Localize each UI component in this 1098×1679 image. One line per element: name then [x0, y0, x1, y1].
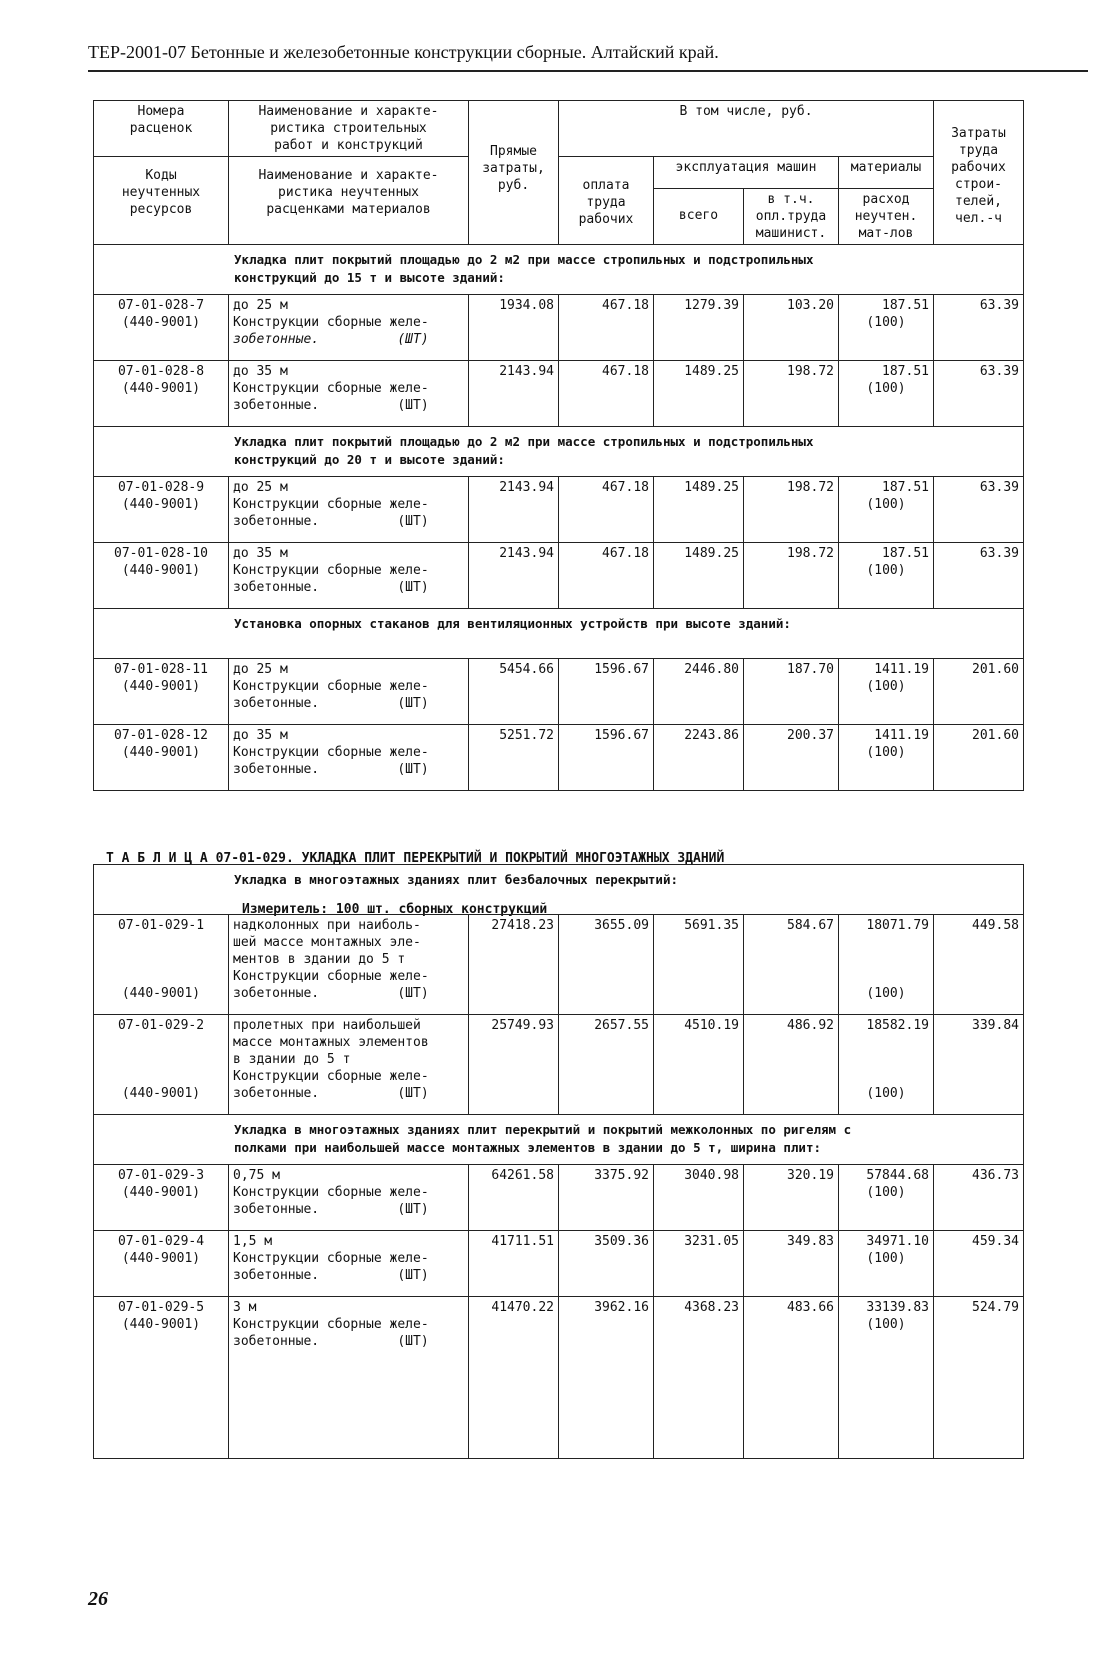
wages-cell: 467.18 [559, 295, 654, 361]
rate-code-cell [94, 915, 229, 1015]
header-line: телей, [955, 194, 1002, 209]
rate-code-cell [94, 1297, 229, 1459]
labor-cell: 459.34 [934, 1231, 1024, 1297]
name-line: ментов в здании до 5 т [233, 952, 406, 967]
resource-code: (440-9001) [121, 1317, 201, 1332]
name-line: Конструкции сборные желе- [233, 969, 429, 984]
name-line: до 35 м [233, 728, 288, 743]
materials-cell [839, 361, 934, 427]
machines-cell: 2446.80 [654, 659, 744, 725]
resource-code: (440-9001) [121, 497, 201, 512]
materials-cell [839, 543, 934, 609]
header-line: рабочих [578, 212, 634, 227]
rate-code: 07-01-029-4 [117, 1234, 205, 1249]
rate-code: 07-01-028-12 [114, 728, 208, 743]
table-body [94, 865, 1024, 1459]
header-line: расход [862, 192, 910, 207]
section-title-line: Укладка в многоэтажных зданиях плит безбалочных перекрытий: [234, 872, 679, 887]
rate-code-cell [94, 361, 229, 427]
material-quantity: (100) [866, 1251, 906, 1266]
header-line: труда [586, 195, 626, 210]
rate-code: 07-01-028-7 [117, 298, 205, 313]
material-quantity: (100) [866, 1317, 906, 1332]
operator-wages-cell: 198.72 [744, 361, 839, 427]
wages-cell: 3655.09 [559, 915, 654, 1015]
machines-cell: 1279.39 [654, 295, 744, 361]
rate-code-cell [94, 295, 229, 361]
name-line: зобетонные. (ШТ) [233, 1086, 429, 1101]
header-line: Прямые [490, 144, 537, 159]
direct-costs-cell: 27418.23 [469, 915, 559, 1015]
table-body [94, 245, 1024, 791]
table-row [94, 915, 1024, 1015]
name-line: до 35 м [233, 364, 288, 379]
header-materials: материалы [839, 157, 934, 189]
machines-cell: 1489.25 [654, 361, 744, 427]
rate-code: 07-01-029-5 [117, 1300, 205, 1315]
materials-value: 1411.19 [874, 728, 929, 743]
direct-costs-cell: 5251.72 [469, 725, 559, 791]
table-row [94, 1165, 1024, 1231]
header-line: строи- [955, 177, 1002, 192]
material-quantity: (100) [866, 497, 906, 512]
header-line: Затраты [951, 126, 1006, 141]
resource-code: (440-9001) [121, 1251, 201, 1266]
name-line: Конструкции сборные желе- [233, 315, 429, 330]
operator-wages-cell: 187.70 [744, 659, 839, 725]
materials-value: 187.51 [882, 298, 929, 313]
header-line: работ и конструкций [274, 138, 423, 153]
header-line: Наименование и характе- [258, 104, 439, 119]
materials-cell [839, 659, 934, 725]
materials-cell [839, 1015, 934, 1115]
operator-wages-cell: 486.92 [744, 1015, 839, 1115]
name-line: Конструкции сборные желе- [233, 1317, 429, 1332]
machines-cell: 4510.19 [654, 1015, 744, 1115]
direct-costs-cell: 2143.94 [469, 543, 559, 609]
labor-cell: 449.58 [934, 915, 1024, 1015]
table-row [94, 1015, 1024, 1115]
name-line: Конструкции сборные желе- [233, 1185, 429, 1200]
section-title-line: полками при наибольшей массе монтажных элементов в здании до 5 т, ширина плит: [234, 1140, 821, 1155]
labor-cell: 339.84 [934, 1015, 1024, 1115]
section-title-line: Укладка плит покрытий площадью до 2 м2 при массе стропильных и подстропильных [234, 252, 814, 267]
name-line: зобетонные. (ШТ) [233, 398, 429, 413]
header-line: ресурсов [129, 202, 193, 217]
materials-cell [839, 915, 934, 1015]
resource-code: (440-9001) [121, 986, 201, 1001]
materials-cell [839, 295, 934, 361]
work-name-cell [229, 1165, 469, 1231]
header-line: руб. [497, 178, 530, 193]
header-line: в т.ч. [767, 192, 815, 207]
machines-cell: 1489.25 [654, 543, 744, 609]
section-title-line: Установка опорных стаканов для вентиляционных устройств при высоте зданий: [234, 616, 791, 631]
materials-value: 33139.83 [866, 1300, 929, 1315]
materials-value: 1411.19 [874, 662, 929, 677]
table-row [94, 1231, 1024, 1297]
materials-cell [839, 1297, 934, 1459]
name-line: зобетонные. (ШТ) [233, 580, 429, 595]
direct-costs-cell: 2143.94 [469, 361, 559, 427]
table-header [94, 101, 1024, 245]
direct-costs-cell: 41470.22 [469, 1297, 559, 1459]
wages-cell: 1596.67 [559, 659, 654, 725]
rates-table-028 [93, 100, 1024, 791]
table-row [94, 1297, 1024, 1459]
materials-cell [839, 1231, 934, 1297]
operator-wages-cell: 483.66 [744, 1297, 839, 1459]
section-title-line: конструкций до 15 т и высоте зданий: [234, 270, 505, 285]
header-line: Номера [137, 104, 185, 119]
machines-cell: 4368.23 [654, 1297, 744, 1459]
header-resource-codes [94, 157, 229, 245]
name-line: Конструкции сборные желе- [233, 679, 429, 694]
work-name-cell [229, 1297, 469, 1459]
name-line: зобетонные. (ШТ) [233, 514, 429, 529]
name-line: зобетонные. (ШТ) [233, 1268, 429, 1283]
direct-costs-cell: 25749.93 [469, 1015, 559, 1115]
rate-code: 07-01-028-8 [117, 364, 205, 379]
name-line: пролетных при наибольшей [233, 1018, 421, 1033]
name-line: надколонных при наиболь- [233, 918, 421, 933]
resource-code: (440-9001) [121, 679, 201, 694]
name-line: до 25 м [233, 662, 288, 677]
table-row [94, 295, 1024, 361]
table-row [94, 725, 1024, 791]
table-row [94, 477, 1024, 543]
name-line: 1,5 м [233, 1234, 273, 1249]
material-quantity: (100) [866, 679, 906, 694]
header-operator-wages [744, 189, 839, 245]
machines-cell: 2243.86 [654, 725, 744, 791]
section-title [94, 427, 1024, 477]
materials-value: 18071.79 [866, 918, 929, 933]
materials-value: 34971.10 [866, 1234, 929, 1249]
page-number: 26 [88, 1588, 108, 1610]
name-line: Конструкции сборные желе- [233, 745, 429, 760]
header-line: чел.-ч [955, 211, 1002, 226]
name-line: зобетонные. (ШТ) [233, 696, 429, 711]
material-quantity: (100) [866, 745, 906, 760]
work-name-cell [229, 361, 469, 427]
header-direct-costs [469, 101, 559, 245]
header-material-use [839, 189, 934, 245]
machines-cell: 3231.05 [654, 1231, 744, 1297]
wages-cell: 467.18 [559, 361, 654, 427]
name-line: в здании до 5 т [233, 1052, 351, 1067]
header-line: затраты, [482, 161, 545, 176]
header-wages [559, 157, 654, 245]
material-quantity: (100) [866, 381, 906, 396]
header-line: машинист. [755, 226, 827, 241]
direct-costs-cell: 41711.51 [469, 1231, 559, 1297]
wages-cell: 467.18 [559, 477, 654, 543]
name-line: зобетонные. (ШТ) [233, 1202, 429, 1217]
work-name-cell [229, 477, 469, 543]
rate-code-cell [94, 543, 229, 609]
rate-code-cell [94, 1231, 229, 1297]
material-quantity: (100) [866, 986, 906, 1001]
resource-code: (440-9001) [121, 315, 201, 330]
rate-code: 07-01-029-3 [117, 1168, 205, 1183]
rate-code: 07-01-028-10 [114, 546, 208, 561]
rates-table-029 [93, 864, 1024, 1459]
header-line: расценками материалов [266, 202, 431, 217]
section-title-line: Укладка в многоэтажных зданиях плит перекрытий и покрытий межколонных по ригелям с [234, 1122, 852, 1137]
operator-wages-cell: 320.19 [744, 1165, 839, 1231]
name-line: до 25 м [233, 298, 288, 313]
header-rate-number [94, 101, 229, 157]
wages-cell: 1596.67 [559, 725, 654, 791]
header-line: неучтенных [121, 185, 201, 200]
labor-cell: 201.60 [934, 659, 1024, 725]
materials-value: 187.51 [882, 364, 929, 379]
rate-code: 07-01-028-11 [114, 662, 208, 677]
materials-cell [839, 1165, 934, 1231]
materials-cell [839, 725, 934, 791]
resource-code: (440-9001) [121, 1185, 201, 1200]
machines-cell: 1489.25 [654, 477, 744, 543]
work-name-cell [229, 543, 469, 609]
materials-value: 18582.19 [866, 1018, 929, 1033]
header-machines-total: всего [654, 189, 744, 245]
rate-code-cell [94, 1165, 229, 1231]
table-row [94, 659, 1024, 725]
direct-costs-cell: 1934.08 [469, 295, 559, 361]
work-name-cell [229, 295, 469, 361]
header-line: неучтен. [854, 209, 918, 224]
resource-code: (440-9001) [121, 563, 201, 578]
operator-wages-cell: 198.72 [744, 477, 839, 543]
name-line: до 25 м [233, 480, 288, 495]
section-title [94, 245, 1024, 295]
resource-code: (440-9001) [121, 745, 201, 760]
material-quantity: (100) [866, 315, 906, 330]
rate-code: 07-01-028-9 [117, 480, 205, 495]
table-row [94, 543, 1024, 609]
rate-code: 07-01-029-2 [117, 1018, 205, 1033]
rate-code-cell [94, 1015, 229, 1115]
section-title-line: Укладка плит покрытий площадью до 2 м2 при массе стропильных и подстропильных [234, 434, 814, 449]
header-line: Наименование и характе- [258, 168, 439, 183]
header-work-name [229, 101, 469, 157]
name-line: Конструкции сборные желе- [233, 381, 429, 396]
header-machines: эксплуатация машин [654, 157, 839, 189]
name-line: Конструкции сборные желе- [233, 1251, 429, 1266]
materials-cell [839, 477, 934, 543]
work-name-cell [229, 725, 469, 791]
header-labor [934, 101, 1024, 245]
operator-wages-cell: 198.72 [744, 543, 839, 609]
work-name-cell [229, 659, 469, 725]
labor-cell: 63.39 [934, 477, 1024, 543]
header-line: ристика строительных [270, 121, 427, 136]
name-line: зобетонные. (ШТ) [233, 332, 429, 347]
rate-code-cell [94, 725, 229, 791]
operator-wages-cell: 584.67 [744, 915, 839, 1015]
name-line: зобетонные. (ШТ) [233, 1334, 429, 1349]
section-title [94, 1115, 1024, 1165]
rate-code-cell [94, 477, 229, 543]
resource-code: (440-9001) [121, 1086, 201, 1101]
material-quantity: (100) [866, 1086, 906, 1101]
labor-cell: 436.73 [934, 1165, 1024, 1231]
operator-wages-cell: 349.83 [744, 1231, 839, 1297]
work-name-cell [229, 915, 469, 1015]
labor-cell: 201.60 [934, 725, 1024, 791]
name-line: до 35 м [233, 546, 288, 561]
name-line: зобетонные. (ШТ) [233, 986, 429, 1001]
name-line: Конструкции сборные желе- [233, 497, 429, 512]
header-material-name [229, 157, 469, 245]
work-name-cell [229, 1231, 469, 1297]
wages-cell: 3375.92 [559, 1165, 654, 1231]
labor-cell: 63.39 [934, 295, 1024, 361]
header-line: опл.труда [755, 209, 827, 224]
section-title [94, 609, 1024, 659]
name-line: 0,75 м [233, 1168, 280, 1183]
running-head: ТЕР-2001-07 Бетонные и железобетонные конструкции сборные. Алтайский край. [88, 42, 719, 62]
machines-cell: 5691.35 [654, 915, 744, 1015]
labor-cell: 524.79 [934, 1297, 1024, 1459]
header-line: ристика неучтенных [278, 185, 419, 200]
operator-wages-cell: 103.20 [744, 295, 839, 361]
labor-cell: 63.39 [934, 543, 1024, 609]
material-quantity: (100) [866, 1185, 906, 1200]
name-line: массе монтажных элементов [233, 1035, 429, 1050]
header-including: В том числе, руб. [559, 101, 934, 157]
section-title [94, 865, 1024, 915]
materials-value: 187.51 [882, 480, 929, 495]
name-line: 3 м [233, 1300, 257, 1315]
header-rule [88, 70, 1088, 72]
header-line: труда [958, 143, 999, 158]
name-line: зобетонные. (ШТ) [233, 762, 429, 777]
header-line: мат-лов [858, 226, 914, 241]
section-title-line: конструкций до 20 т и высоте зданий: [234, 452, 505, 467]
labor-cell: 63.39 [934, 361, 1024, 427]
work-name-cell [229, 1015, 469, 1115]
operator-wages-cell: 200.37 [744, 725, 839, 791]
name-line: шей массе монтажных эле- [233, 935, 421, 950]
wages-cell: 3509.36 [559, 1231, 654, 1297]
direct-costs-cell: 2143.94 [469, 477, 559, 543]
direct-costs-cell: 64261.58 [469, 1165, 559, 1231]
wages-cell: 2657.55 [559, 1015, 654, 1115]
table-unit: Измеритель: 100 шт. сборных конструкций [242, 902, 548, 917]
name-line: Конструкции сборные желе- [233, 1069, 429, 1084]
material-quantity: (100) [866, 563, 906, 578]
materials-value: 57844.68 [866, 1168, 929, 1183]
rate-code: 07-01-029-1 [117, 918, 205, 933]
table-title-text: Т А Б Л И Ц А 07-01-029. УКЛАДКА ПЛИТ ПЕРЕКРЫТИЙ И ПОКРЫТИЙ МНОГОЭТАЖНЫХ ЗДАНИЙ [106, 851, 725, 866]
table-row [94, 361, 1024, 427]
header-line: расценок [129, 121, 193, 136]
header-line: оплата [582, 178, 630, 193]
machines-cell: 3040.98 [654, 1165, 744, 1231]
rate-code-cell [94, 659, 229, 725]
wages-cell: 467.18 [559, 543, 654, 609]
materials-value: 187.51 [882, 546, 929, 561]
direct-costs-cell: 5454.66 [469, 659, 559, 725]
name-line: Конструкции сборные желе- [233, 563, 429, 578]
wages-cell: 3962.16 [559, 1297, 654, 1459]
resource-code: (440-9001) [121, 381, 201, 396]
header-line: Коды [145, 168, 177, 183]
header-line: рабочих [951, 160, 1006, 175]
